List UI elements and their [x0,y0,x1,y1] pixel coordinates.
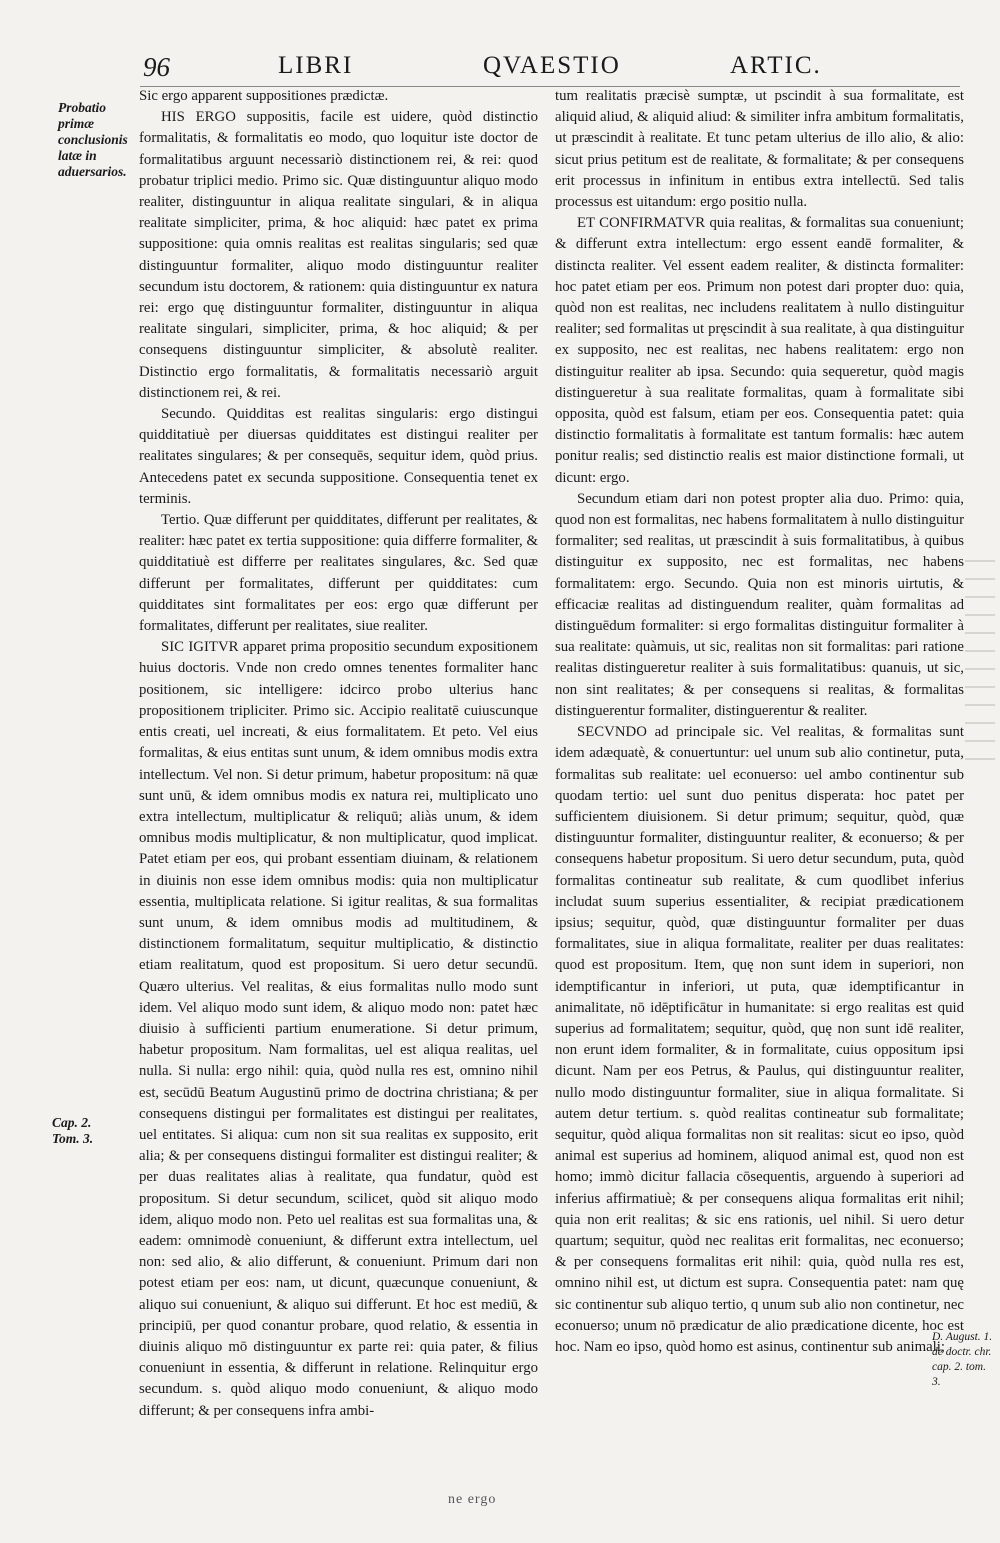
left-column [139,86,538,1422]
paragraph: HIS ERGO suppositis, facile est uidere, quòd distinctio formalitatis, & formalitatis eo modo, quo loquitur iste doctor de formalitatibus arguunt necessariò distinctionem rei, & rei: quod probatur triplici medio. Primo sic. Quæ distinguuntur aliquo modo realiter, distinguuntur in aliqua realitate singulari, & in aliqua realitate simpliciter, prima, & hoc aliquid: hæc patet ex prima suppositione: quia omnis realitas est realitas singularis; sed quæ distinguuntur formaliter, aliquo modo distinguuntur realiter secundum istu doctorem, & rationem: quia distinguuntur ex natura rei: ergo quę distinguuntur formaliter, distinguuntur in aliqua realitate singulari, simpliciter, prima, & hoc aliquid; & per consequens distinguuntur simpliciter, & absolutè realiter. Distinctio ergo formalitatis, & formalitatis necessariò arguit distinctionem rei, & rei. [139,109,538,401]
signature-mark: ne ergo [448,1492,497,1507]
running-head-artic: ARTIC. [730,52,822,79]
margin-note-probatio: Probatio primæ conclusionis latæ in aduersarios. [58,100,128,179]
right-column [555,86,964,1358]
page-number: 96 [143,52,170,82]
paragraph: ET CONFIRMATVR quia realitas, & formalitas sua conueniunt; & differunt extra intellectum: ergo essent eandē formaliter, & distincta realiter. Vel essent eadem realiter, & distincta formaliter: hoc patet etiam per eos. Primum non potest dari propter duo: quia, quòd non est realitas, nec includens realitatem à nullo distinguitur realiter; sed formalitas ut pręscindit à sua realitate, à qua distinguitur ex supposito, nec est realitas, nec habens realitatem: ergo non distinguitur realiter ab ipsa. Secundo: quia sequeretur, quòd magis distingueretur à sua realitate formalitas, quam à formalitate sibi opposita, quòd est falsum, etiam per eos. Consequentia patet: quia distinctio formalitatis à formalitate est tantum formalis: hæc autem ponitur realis; sed distinctio realis est maior distinctione formali, ut dicunt: ergo. [555,215,964,486]
paragraph: Sic ergo apparent suppositiones prædictæ. [139,88,389,104]
show-through-shadow [965,560,995,760]
margin-note-cap: Cap. 2. Tom. 3. [52,1115,94,1146]
paragraph: Secundum etiam dari non potest propter alia duo. Primo: quia, quod non est formalitas, nec habens formalitatem à nullo distinguitur formaliter; sed realitas, ut præscindit à suis formalitatibus, à quibus distinguitur ex supposito, nec est formalitas, nec habens formalitatem: ergo. Secundo. Quia non est minoris uirtutis, & efficaciæ realitas ad distinguendum realiter, quàm formalitas ad distinguēdum formaliter: si ergo formalitas distinguitur formaliter à sua realitate: quàmuis, ut sic, realitas non sit formalitas: pari ratione realitas distingueretur realiter à suis formalitatibus: quanuis, ut sic, non sint realitates; & per consequens si realitas, & formalitas distinguerentur formaliter, distinguerentur & realiter. [555,490,964,719]
paragraph: Secundo. Quidditas est realitas singularis: ergo distingui quidditatiuè per diuersas quidditates est distingui realiter per realitates singulares; & per consequēs, sequitur idem, quòd prius. Antecedens patet ex secunda suppositione. Consequentia tenet ex terminis. [139,406,538,507]
paragraph: SIC IGITVR apparet prima propositio secundum expositionem huius doctoris. Vnde non credo omnes tenentes formaliter hanc positionem, sic intelligere: idcirco probo ulterius hanc propositionem tripliciter. Primo sic. Accipio realitatē cuiuscunque entis creati, uel increati, & eius formalitatem. Et peto. Vel eius formalitas, & eius entitas sunt unum, & idem omnibus modis extra intellectum. Vel non. Si detur primum, habetur propositum: nā quæ sunt unū, & idem omnibus modis ex natura rei, multiplicato uno extra intellectum, multiplicatur & reliquū; aliàs unum, & idem omnibus modis multiplicatur, & non multiplicatur, quod implicat. Patet etiam per eos, qui probant essentiam diuinam, & relationem in diuinis non esse idem omnibus modis: quia non multiplicatur essentia, multiplicata relatione. Si igitur realitas, & sua formalitas sunt unum, & idem omnibus modis ad multitudinem, & distinctionem formalitatum, sequitur multiplicatio, & distinctio etiam realitatum, quod est propositum. Si uero detur secundū. Quæro ulterius. Vel realitas, & eius formalitas nullo modo sunt idem. Vel aliquo modo sunt idem, & aliquo modo non: patet hæc diuisio à sufficienti partium enumeratione. Si detur primum, habetur propositum. Nam formalitas, uel est aliqua realitas, uel nulla. Si nulla: ergo nihil: quia, quòd nulla res est, omnino nihil est, secūdū Beatum Augustinū primo de doctrina christiana; & per consequens distingui per formalitates est distingui per realitates, uel entitates. Si aliqua: cum non sit sua realitas ex supposito, erit alia; & per consequens distingui formaliter est distingui realiter; & per duas realitates alias à realitate, qua fundatur, quòd est propositum. Si detur secundum, scilicet, quòd sit aliquo modo idem, aliquo modo non. Peto uel realitas est sua formalitas una, & eadem: omnimodè conueniunt, & differunt extra intellectum, uel non: sed alio, & alio differunt, & conueniunt. Primum dari non potest etiam per eos: nam, ut dicunt, quæcunque conueniunt, & aliquo sui conueniunt, & aliquo sui differunt. Et hoc est mediū, & principiū, per quod conantur probare, quod relatio, & essentia in diuinis aliquo mō distinguuntur ex parte rei: quia pater, & filius conueniunt in essentia, & differunt in relatione. Relinquitur ergo secundum. s. quòd aliquo modo conueniunt, & aliquo modo differunt; & per consequens infra ambi- [139,639,538,1419]
running-head-quaestio: QVAESTIO [483,52,621,79]
paragraph: SECVNDO ad principale sic. Vel realitas, & formalitas sunt idem adæquatè, & conuertuntur: uel unum sub alio continetur, puta, formalitas sub realitate: uel econuerso: uel ambo continentur sub quodam tertio: uel sunt duo penitus disperata: hoc patet per sufficientem diuisionem. Si detur primum; sequitur, quòd, quæ distinguuntur formaliter, distinguuntur realiter, & econuerso; & per consequens habetur propositum. Si uero detur secundum, puta, quòd formalitas contineatur sub realitate, & cum quodlibet inferius includat suum superius essentialiter, & recipiat prædicationem ipsius; sequitur, quòd, quæ distinguuntur formaliter per duas formalitates, siue in aliqua formalitate, realiter per duas realitates: quod est propositum. Item, quę non sunt idem in superiori, non idemptificantur in inferiori, ut puta, quæ idemptificantur in animalitate, nō idēptificātur in humanitate: si ergo realitas est quid superius ad formalitatem; sequitur, quòd, quę non sunt idē realiter, non erunt idem formaliter, & in formalitate, cuius oppositum ipsi dicunt. Nam per eos Petrus, & Paulus, qui distinguuntur realiter, nullo modo distinguuntur formaliter, siue in aliqua formalitate. Si autem detur tertium. s. quòd realitas contineatur sub formalitate; sequitur, quòd aliqua formalitas non sit realitas: sicut eo ipso, quòd animal est superius ad hominem, aliquod animal est, quod non est homo; immò dicitur fallacia cōsequentis, arguendo à superiori ad inferius affirmatiuè; & per consequens aliqua formalitas erit nihil; quia non erit realitas; & sic ens rationis, uel nihil. Si uero detur quartum; sequitur, quòd nec realitas erit formalitas, nec econuerso; & per consequens formalitas erit nihil: quia, quòd nulla res est, omnino nihil est, ut dictum est supra. Consequentia patet: nam quę sic continentur sub aliquo tertio, q unum sub alio non continetur, nec econuerso; unum nō prædicatur de alio prædicatione dicente, hoc est hoc. Nam eo ipso, quòd homo est asinus, continentur sub animali; [555,724,964,1355]
paragraph: Tertio. Quæ differunt per quidditates, differunt per realitates, & realiter: hæc patet ex tertia suppositione: quia differre formaliter, & quidditatiuè est differre per realitates singulares, &c. Sed quæ differunt per formalitates, differunt per quidditates: cum quidditates sint formalitates per eos: ergo quæ differunt per formalitates, differunt per realitates, siue realiter. [139,512,538,635]
paragraph: tum realitatis præcisè sumptæ, ut pscindit à sua formalitate, est aliquid aliud, & aliquid aliud: & similiter infra ambitum formalitatis, ut præscindit à realitate. Et tunc petam ulterius de illo alio, & alio: sicut prius petitum est de realitate, & formalitate; & per consequens erit processus in infinitum in entibus extra intellectū. Sed talis processus est uitandum: ergo positio nulla. [555,88,964,211]
margin-note-augustine: D. August. 1. de doctr. chr. cap. 2. tom. 3. [932,1331,993,1388]
running-head-libri: LIBRI [278,52,354,79]
